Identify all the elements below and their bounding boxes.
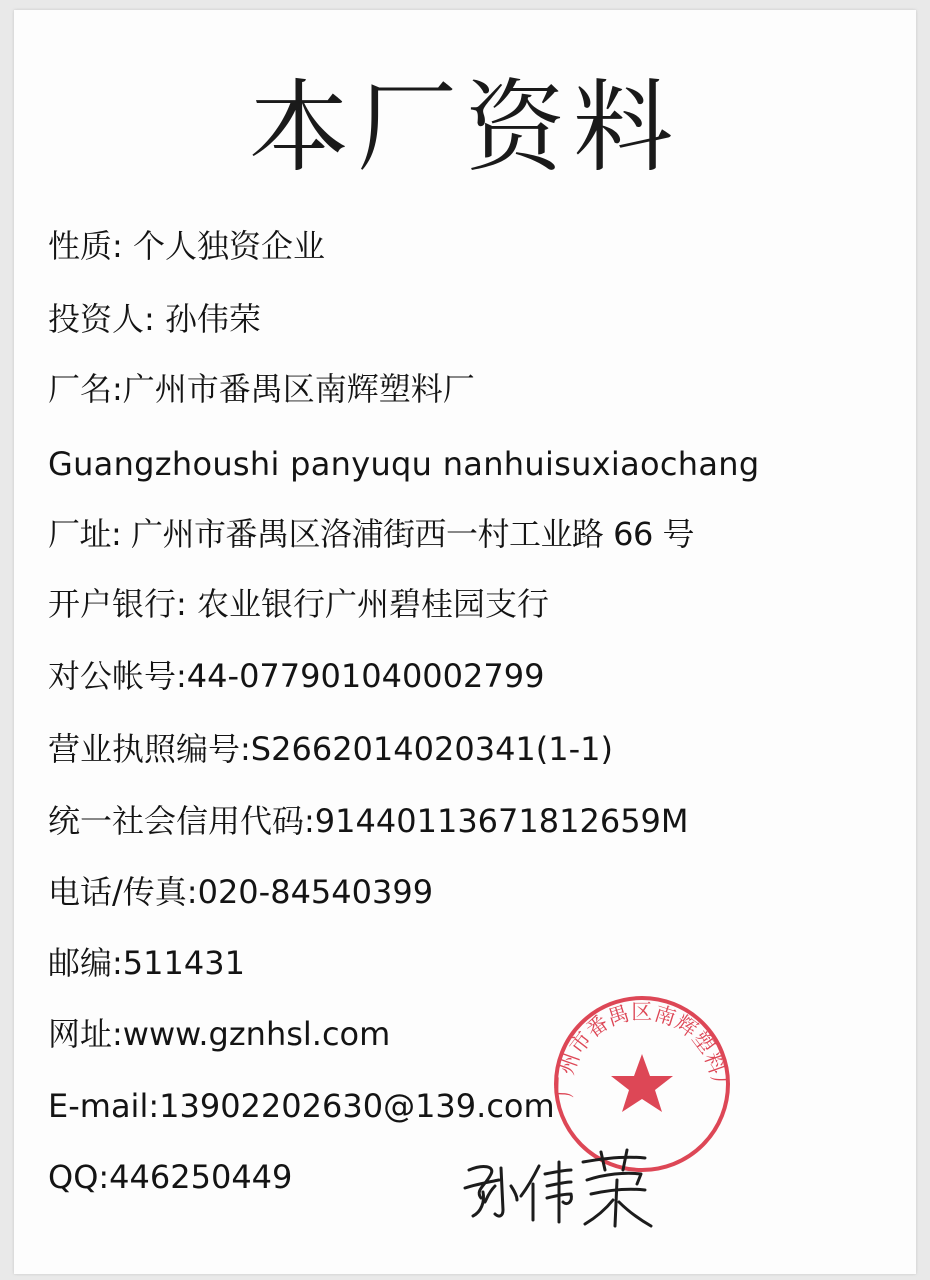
field-account-number <box>48 657 545 695</box>
field-separator: : <box>112 944 123 982</box>
field-separator: : <box>112 227 133 265</box>
field-separator: : <box>186 873 198 911</box>
field-separator: : <box>176 585 197 623</box>
field-label: 统一社会信用代码 <box>48 802 305 840</box>
field-credit-code <box>48 802 689 840</box>
handwritten-signature <box>455 1140 655 1230</box>
field-separator: : <box>144 300 165 338</box>
field-label: 营业执照编号 <box>48 730 241 768</box>
field-separator: : <box>112 370 123 408</box>
star-icon <box>611 1054 673 1112</box>
field-label: QQ <box>48 1158 99 1196</box>
field-value: 广州市番禺区洛浦街西一村工业路 66 号 <box>130 515 695 553</box>
field-value: S2662014020341(1-1) <box>250 730 614 768</box>
field-value: 广州市番禺区南辉塑料厂 <box>122 370 475 408</box>
field-separator: : <box>98 1158 110 1196</box>
field-postcode <box>48 944 245 982</box>
field-label: E-mail <box>48 1087 149 1125</box>
field-nature <box>48 227 325 265</box>
field-label: 投资人 <box>48 300 145 338</box>
seal-text: 广州市番禺区南辉塑料厂 <box>552 1000 732 1098</box>
field-label: 性质 <box>48 227 113 265</box>
field-value: 511431 <box>122 944 245 982</box>
field-value: 农业银行广州碧桂园支行 <box>196 585 549 623</box>
field-website <box>48 1015 391 1053</box>
document-title: 本厂资料 <box>249 69 681 186</box>
field-label: 开户银行 <box>48 585 177 623</box>
field-value: 020-84540399 <box>197 873 434 911</box>
field-phone-fax <box>48 873 434 911</box>
field-label: 电话/传真 <box>48 873 187 911</box>
field-separator: : <box>304 802 315 840</box>
field-value: Guangzhoushi panyuqu nanhuisuxiaochang <box>48 445 760 483</box>
field-separator: : <box>240 730 251 768</box>
field-label: 对公帐号 <box>48 657 177 695</box>
field-separator: : <box>176 657 187 695</box>
field-factory-name <box>48 370 475 408</box>
field-label: 网址 <box>48 1015 113 1053</box>
field-value: 446250449 <box>109 1158 293 1196</box>
field-value: 44-077901040002799 <box>186 657 545 695</box>
field-value: www.gznhsl.com <box>122 1015 391 1053</box>
field-separator: : <box>148 1087 160 1125</box>
document-page <box>14 10 916 1274</box>
field-license-number <box>48 730 614 768</box>
field-investor <box>48 300 261 338</box>
field-separator: : <box>111 515 131 553</box>
field-value: 孙伟荣 <box>164 300 261 338</box>
field-value: 91440113671812659M <box>314 802 689 840</box>
field-address <box>48 515 695 553</box>
field-qq <box>48 1158 293 1196</box>
field-value: 个人独资企业 <box>132 227 325 265</box>
field-email <box>48 1087 555 1125</box>
field-separator: : <box>112 1015 123 1053</box>
field-bank <box>48 585 549 623</box>
field-label: 厂名 <box>48 370 113 408</box>
field-value: 13902202630@139.com <box>159 1087 555 1125</box>
field-label: 邮编 <box>48 944 113 982</box>
field-label: 厂址 <box>48 515 112 553</box>
field-factory-name-pinyin <box>48 445 760 483</box>
